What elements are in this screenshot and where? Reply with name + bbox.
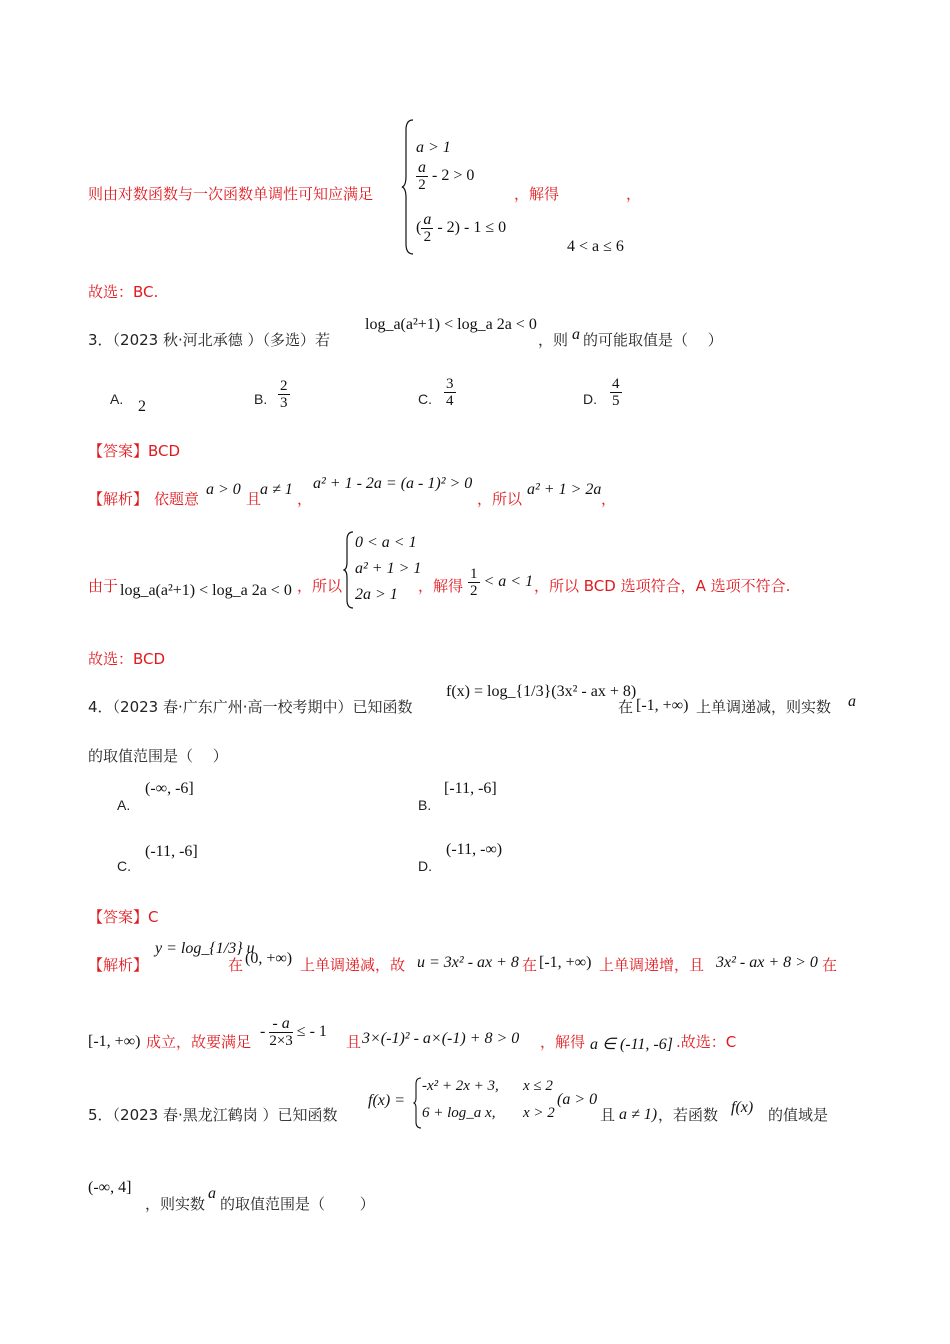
q4-interval: [-1, +∞): [636, 697, 689, 714]
q4-option-d-label: D.: [418, 858, 432, 874]
q4-answer: 【答案】C: [88, 908, 159, 926]
q3-option-c-value: $\frac{3}{4}$: [446, 376, 454, 409]
q4-t3: - $\frac{- a}{2\times 3}$ ≤ - 1: [260, 1015, 327, 1049]
q4-s9: 3x² - ax + 8 > 0: [716, 954, 818, 971]
q4-t5: 3×(-1)² - a×(-1) + 8 > 0: [362, 1030, 520, 1047]
q3-option-d-value: $\frac{4}{5}$: [612, 376, 620, 409]
q5-tail: ，若函数: [658, 1106, 719, 1124]
system-line-2-rest: - 2 > 0: [432, 167, 475, 185]
q4-mid: 在: [618, 698, 634, 716]
q3-sys-3: 2a > 1: [355, 586, 398, 603]
q3-b5: $\frac{1}{2}$ < a < 1: [470, 566, 534, 599]
q3-analysis-tag: 【解析】: [88, 490, 149, 508]
system-line-2: $\frac{a}{2}$ - 2 > 0: [418, 159, 475, 193]
q3-condition: log_a(a²+1) < log_a 2a < 0: [365, 316, 537, 333]
q3-b3: ，所以: [297, 577, 343, 595]
system-line-3: ( $\frac{a}{2}$ - 2) - 1 ≤ 0: [416, 211, 507, 245]
q4-t7: a ∈ (-11, -6]: [590, 1036, 673, 1053]
q4-s3: (0, +∞): [245, 950, 293, 967]
solve-text: ，解得: [514, 185, 560, 203]
q4-t6: ，解得: [540, 1033, 586, 1051]
q3-a3: 且: [246, 490, 262, 508]
q4-line2: 的取值范围是（ ）: [88, 747, 228, 765]
q4-s8: 上单调递增，且: [599, 956, 705, 974]
q5-fx: f(x): [731, 1099, 754, 1116]
conclusion-q3: 故选：BCD: [88, 650, 166, 668]
conclusion-q2: 故选：BC.: [88, 283, 159, 301]
q5-variable: a: [208, 1185, 216, 1202]
q3-b2: log_a(a²+1) < log_a 2a < 0: [120, 582, 292, 599]
q3-b4: ，解得: [418, 577, 464, 595]
q3-head: 3．（2023 秋·河北承德 ）（多选）若: [88, 331, 331, 349]
q3-tail-1: ，则: [538, 331, 569, 349]
q5-piece-1: -x² + 2x + 3,: [422, 1078, 499, 1094]
q3-a5: a² + 1 - 2a = (a - 1)² > 0: [313, 475, 473, 492]
q3-b1: 由于: [88, 577, 119, 595]
q5-param: (a > 0: [557, 1091, 598, 1108]
q5-fx-lhs: f(x) =: [368, 1092, 405, 1109]
q3-option-b-label: B.: [254, 391, 268, 407]
q5-line2a: ，则实数: [145, 1195, 206, 1213]
q3-option-a-label: A.: [110, 391, 124, 407]
q3-b6: ，所以 BCD 选项符合，A 选项不符合.: [534, 577, 791, 595]
q5-head: 5．（2023 春·黑龙江鹤岗 ）已知函数: [88, 1106, 338, 1124]
q4-variable: a: [848, 693, 856, 710]
q4-option-c-label: C.: [117, 858, 131, 874]
q3-sys-2: a² + 1 > 1: [355, 560, 422, 577]
q4-head: 4．（2023 春·广东广州·高一校考期中）已知函数: [88, 698, 413, 716]
q5-cond-1: x ≤ 2: [523, 1078, 553, 1094]
q4-option-a-value: (-∞, -6]: [145, 780, 194, 797]
q4-s4: 上单调递减，故: [300, 956, 406, 974]
q3-a6: ，所以: [477, 490, 523, 508]
q5-tail-2: 的值域是: [768, 1106, 829, 1124]
q4-s2: 在: [228, 956, 244, 974]
solution-intro-text: 则由对数函数与一次函数单调性可知应满足: [88, 185, 374, 203]
q4-s1: y = log_{1/3} u: [155, 940, 255, 957]
left-brace-2: [343, 530, 355, 610]
q3-a1: 依题意: [154, 490, 200, 508]
q3-option-c-label: C.: [418, 391, 432, 407]
q3-variable: a: [572, 326, 580, 343]
q4-s6: 在: [522, 956, 538, 974]
q4-function: f(x) = log_{1/3}(3x² - ax + 8): [446, 683, 637, 700]
q4-s10: 在: [822, 956, 838, 974]
q5-piece-2: 6 + log_a x,: [422, 1105, 496, 1121]
q5-line2b: 的取值范围是（ ）: [220, 1195, 375, 1213]
q4-t1: [-1, +∞): [88, 1033, 141, 1050]
q4-option-c-value: (-11, -6]: [145, 843, 198, 860]
q4-t8: .故选：C: [676, 1033, 737, 1051]
q3-option-b-value: $\frac{2}{3}$: [280, 378, 288, 411]
q3-option-d-label: D.: [583, 391, 597, 407]
q3-comma-2: ，: [601, 490, 617, 508]
q5-cond-2: x > 2: [523, 1105, 555, 1121]
q3-comma: ，: [297, 490, 313, 508]
system-line-1: a > 1: [416, 139, 451, 156]
solution-result: 4 < a ≤ 6: [567, 238, 624, 255]
q4-option-d-value: (-11, -∞): [446, 841, 503, 858]
q3-tail-2: 的可能取值是（ ）: [583, 331, 723, 349]
q4-t4: 且: [346, 1033, 362, 1051]
q4-tail: 上单调递减，则实数: [696, 698, 832, 716]
q4-option-b-value: [-11, -6]: [444, 780, 497, 797]
left-brace: [401, 118, 415, 256]
q3-a2: a > 0: [206, 481, 241, 498]
q5-and: 且: [600, 1106, 616, 1124]
q4-s5: u = 3x² - ax + 8: [417, 954, 519, 971]
q4-option-b-label: B.: [418, 797, 432, 813]
q3-a4: a ≠ 1: [260, 481, 293, 498]
q4-s7: [-1, +∞): [539, 954, 592, 971]
q3-option-a-value: 2: [138, 398, 146, 415]
q4-option-a-label: A.: [117, 797, 131, 813]
q3-answer: 【答案】BCD: [88, 442, 181, 460]
q4-t2: 成立，故要满足: [146, 1033, 252, 1051]
comma-text: ，: [626, 185, 642, 203]
q4-analysis-tag: 【解析】: [88, 956, 149, 974]
q3-sys-1: 0 < a < 1: [355, 534, 417, 551]
q5-range: (-∞, 4]: [88, 1179, 132, 1196]
q5-param-2: a ≠ 1): [619, 1106, 658, 1123]
q3-a7: a² + 1 > 2a: [527, 481, 602, 498]
